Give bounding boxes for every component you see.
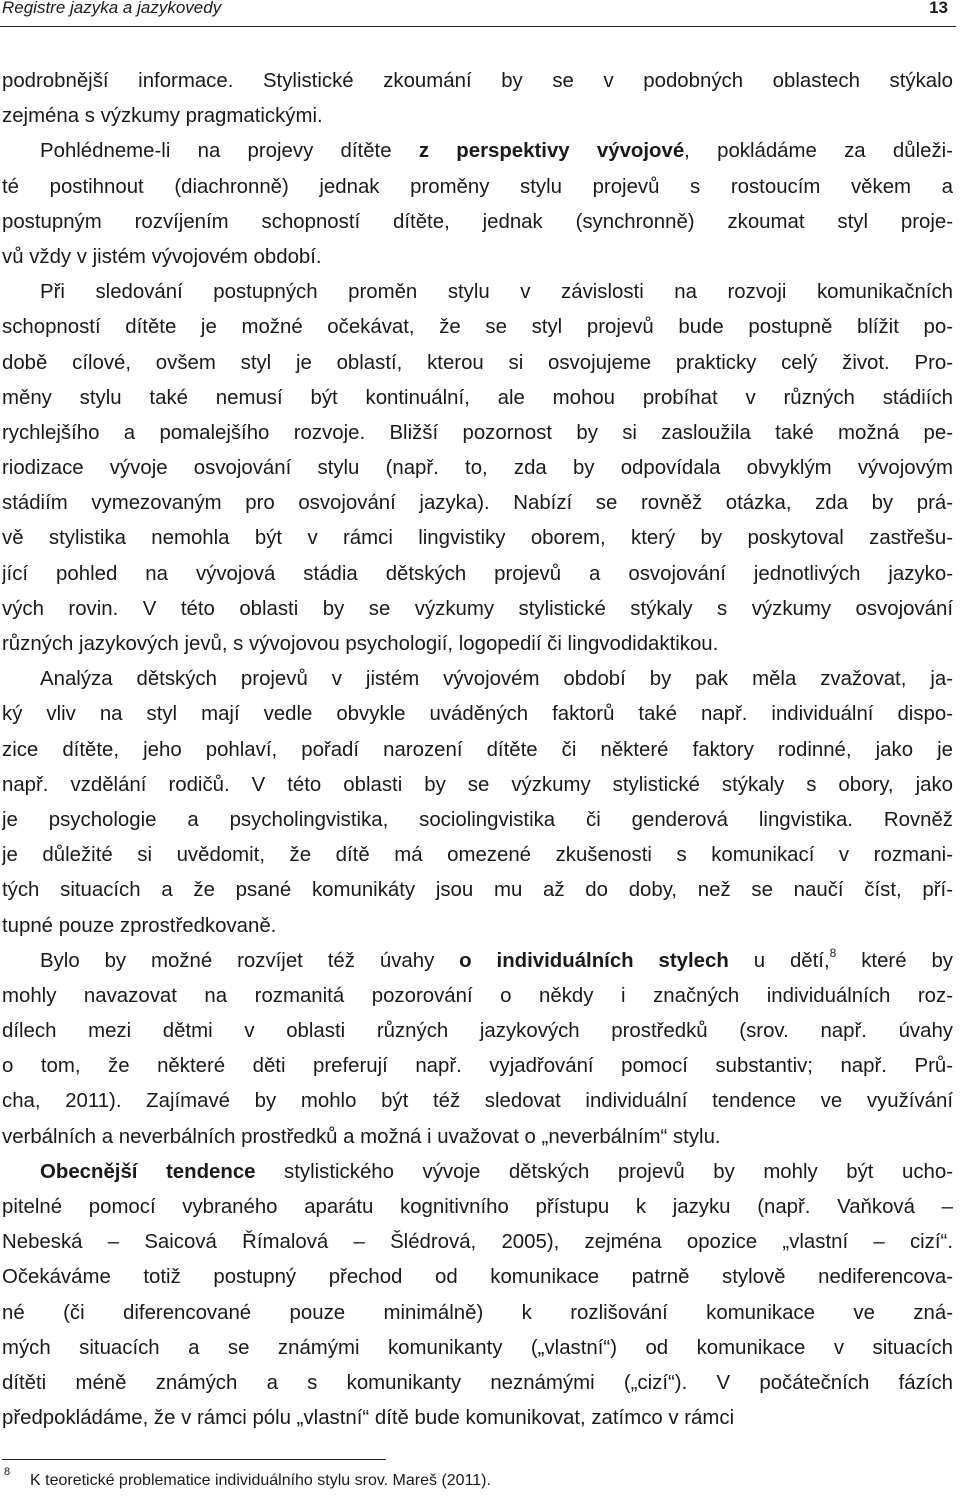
text-line: ký vliv na styl mají vedle obvykle uváděných faktorů také např. individuální dispo- <box>2 703 953 726</box>
text-run: Bylo by možné rozvíjet též úvahy <box>40 949 460 972</box>
paragraph <box>2 1155 953 1437</box>
text-line: tých situacích a že psané komunikáty jsou mu až do doby, než se naučí číst, pří- <box>2 879 953 902</box>
text-line: dítěti méně známých a s komunikanty neznámými („cizí“). V počátečních fázích <box>2 1371 953 1394</box>
text-line: mých situacích a se známými komunikanty („vlastní“) od komunikace v situacích <box>2 1336 953 1359</box>
text-line: Nebeská – Saicová Římalová – Šlédrová, 2005), zejména opozice „vlastní – cizí“. <box>2 1231 953 1254</box>
text-line: vě stylistika nemohla být v rámci lingvistiky oborem, který by poskytoval zastřešu- <box>2 527 953 550</box>
text-line: je důležité si uvědomit, že dítě má omezené zkušenosti s komunikací v rozmani- <box>2 844 953 867</box>
text-line <box>2 1155 953 1190</box>
text-line: zice dítěte, jeho pohlaví, pořadí narození dítěte či některé faktory rodinné, jako je <box>2 738 953 761</box>
text-line: vů vždy v jistém vývojovém období. <box>2 245 322 268</box>
paragraph <box>2 64 953 134</box>
text-line: např. vzdělání rodičů. V této oblasti by se výzkumy stylistické stýkaly s obory, jako <box>2 773 953 796</box>
text-run: které by <box>836 949 953 972</box>
paragraph <box>2 944 953 1155</box>
text-line: Analýza dětských projevů v jistém vývojovém období by pak měla zvažovat, ja- <box>40 668 953 691</box>
text-line: předpokládáme, že v rámci pólu „vlastní“ dítě bude komunikovat, zatímco v rámci <box>2 1407 735 1430</box>
footnote-text: K teoretické problematice individuálního stylu srov. Mareš (2011). <box>30 1472 491 1489</box>
text-line: stádiím vymezovaným pro osvojování jazyka). Nabízí se rovněž otázka, zda by prá- <box>2 492 953 515</box>
paragraph <box>2 275 953 662</box>
text-line: Očekáváme totiž postupný přechod od komunikace patrně stylově nediferencova- <box>2 1266 953 1289</box>
text-line: rychlejšího a pomalejšího rozvoje. Bližší pozornost by si zasloužila také možná pe- <box>2 421 953 444</box>
text-line: tupné pouze zprostředkovaně. <box>2 914 277 937</box>
text-run: u dětí, <box>728 949 830 972</box>
text-line: době cílové, ovšem styl je oblastí, kterou si osvojujeme prakticky celý život. Pro- <box>2 351 953 374</box>
text-line: různých jazykových jevů, s vývojovou psychologií, logopedií či lingvodidaktikou. <box>2 633 719 655</box>
text-run: stylistického vývoje dětských projevů by mohly být ucho- <box>255 1160 953 1183</box>
bold-term: Obecnější tendence <box>40 1160 256 1183</box>
paragraph <box>2 662 953 944</box>
text-line: jící pohled na vývojová stádia dětských projevů a osvojování jednotlivých jazyko- <box>2 562 953 585</box>
text-line: postupným rozvíjením schopností dítěte, jednak (synchronně) zkoumat styl proje- <box>2 210 953 233</box>
text-line: zejména s výzkumy pragmatickými. <box>2 105 323 128</box>
text-line: mohly navazovat na rozmanitá pozorování o někdy i značných individuálních roz- <box>2 984 953 1007</box>
footnote-reference: 8 <box>829 945 837 960</box>
text-line: pitelné pomocí vybraného aparátu kognitivního přístupu k jazyku (např. Vaňková – <box>2 1196 953 1218</box>
text-line: né (či diferencované pouze minimálně) k rozlišování komunikace ve zná- <box>2 1301 953 1324</box>
text-line: Při sledování postupných proměn stylu v závislosti na rozvoji komunikačních <box>40 281 953 304</box>
bold-term: o individuálních stylech <box>459 949 729 972</box>
text-line: podrobnější informace. Stylistické zkoumání by se v podobných oblastech stýkalo <box>2 70 953 92</box>
text-line: o tom, že některé děti preferují např. vyjadřování pomocí substantiv; např. Prů- <box>2 1055 953 1078</box>
text-line: dílech mezi dětmi v oblasti různých jazykových prostředků (srov. např. úvahy <box>2 1020 953 1043</box>
paragraph <box>2 134 953 275</box>
page-number: 13 <box>929 0 948 17</box>
text-line: vých rovin. V této oblasti by se výzkumy stylistické stýkaly s výzkumy osvojování <box>2 597 953 620</box>
bold-term: z perspektivy vývojové <box>418 140 685 163</box>
text-line: riodizace vývoje osvojování stylu (např. to, zda by odpovídala obvyklým vývojovým <box>2 457 953 480</box>
text-line: je psychologie a psycholingvistika, sociolingvistika či genderová lingvistika. Rovněž <box>2 808 953 831</box>
footnote-separator <box>2 1459 386 1460</box>
text-run: , pokládáme za důleži- <box>684 140 953 163</box>
text-line <box>2 134 953 169</box>
running-title: Registre jazyka a jazykovedy <box>2 0 222 17</box>
text-line: měny stylu také nemusí být kontinuální, ale mohou probíhat v různých stádiích <box>2 386 953 409</box>
footnote-mark: 8 <box>4 1466 11 1478</box>
text-line: cha, 2011). Zajímavé by mohlo být též sledovat individuální tendence ve využívání <box>2 1090 953 1113</box>
text-line: té postihnout (diachronně) jednak proměny stylu projevů s rostoucím věkem a <box>2 175 953 198</box>
body-text <box>2 64 953 1436</box>
text-line <box>2 944 953 979</box>
running-header <box>0 0 956 27</box>
text-line: verbálních a neverbálních prostředků a možná i uvažovat o „neverbálním“ stylu. <box>2 1125 721 1148</box>
text-line: schopností dítěte je možné očekávat, že se styl projevů bude postupně blížit po- <box>2 316 953 339</box>
text-run: Pohlédneme-li na projevy dítěte <box>40 140 419 163</box>
